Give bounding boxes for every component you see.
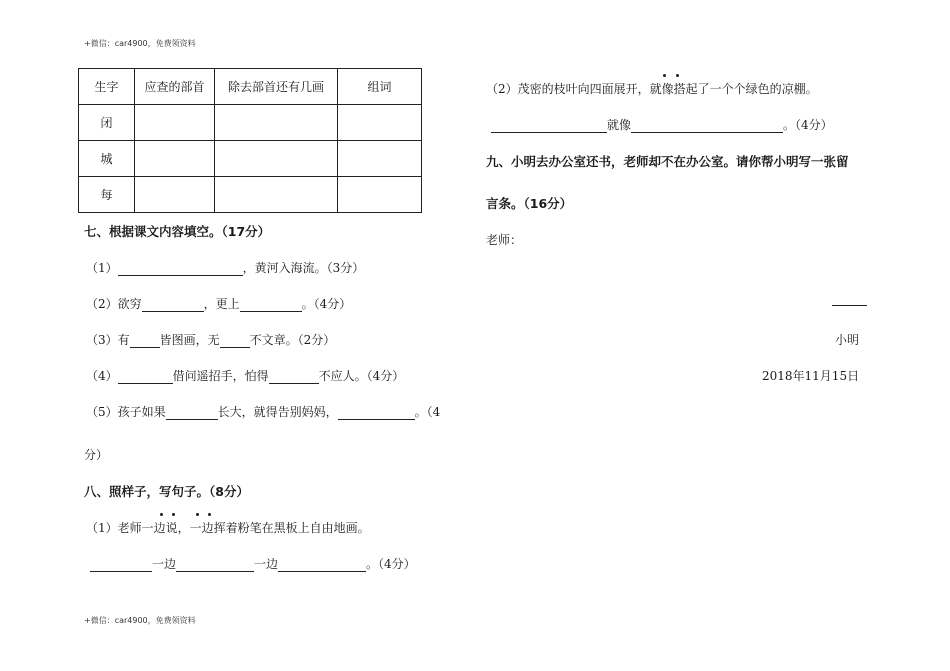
note-date: 2018年11月15日 [762, 369, 860, 383]
table-cell-blank[interactable] [135, 141, 215, 177]
question-right-2-answer: 就像 。（4分） [491, 116, 833, 133]
question-right-2: （2）茂密的枝叶向四面展开，就像搭起了一个个绿色的凉棚。 [486, 82, 818, 96]
table-header: 生字 [79, 69, 135, 105]
section-7-heading: 七、根据课文内容填空。（17分） [84, 224, 271, 239]
answer-blank[interactable] [130, 334, 160, 348]
emphasis-dot [172, 513, 175, 516]
section-9-heading-line1: 九、小明去办公室还书，老师却不在办公室。请你帮小明写一张留 [486, 154, 849, 169]
table-cell-char: 每 [79, 177, 135, 213]
table-cell-blank[interactable] [215, 177, 338, 213]
answer-blank[interactable] [90, 558, 152, 572]
answer-blank[interactable] [269, 370, 319, 384]
question-8-example: （1）老师一边说，一边挥着粉笔在黑板上自由地画。 [86, 521, 370, 535]
question-7-4: （4） 借问遥招手，怕得 不应人。（4分） [86, 369, 405, 383]
signature-blank[interactable] [832, 292, 867, 306]
note-body-area[interactable] [486, 250, 866, 298]
question-7-3: （3）有 皆图画，无 不文章。（2分） [86, 333, 336, 347]
table-header: 组词 [338, 69, 422, 105]
answer-blank[interactable] [118, 262, 243, 276]
table-cell-blank[interactable] [215, 141, 338, 177]
question-7-1: （1） ，黄河入海流。（3分） [86, 261, 365, 275]
note-signature: 小明 [835, 333, 860, 347]
table-cell-blank[interactable] [215, 105, 338, 141]
table-cell-char: 城 [79, 141, 135, 177]
table-row [79, 177, 422, 213]
answer-blank[interactable] [118, 370, 173, 384]
emphasis-dot [196, 513, 199, 516]
watermark-bottom: +微信：car4900，免费领资料 [84, 616, 196, 625]
answer-blank[interactable] [338, 406, 415, 420]
section-9-heading-line2: 言条。（16分） [486, 196, 573, 211]
answer-blank[interactable] [631, 119, 783, 133]
emphasis-dot [676, 74, 679, 77]
question-7-5: （5）孩子如果 长大，就得告别妈妈， 。（4 [86, 405, 441, 419]
table-cell-blank[interactable] [338, 141, 422, 177]
answer-blank[interactable] [240, 298, 302, 312]
table-header-row [79, 69, 422, 105]
note-salutation: 老师： [486, 233, 523, 247]
emphasis-dot [208, 513, 211, 516]
table-cell-blank[interactable] [135, 177, 215, 213]
table-cell-char: 闭 [79, 105, 135, 141]
table-row [79, 105, 422, 141]
table-header: 应查的部首 [135, 69, 215, 105]
emphasis-dot [160, 513, 163, 516]
watermark-top: +微信：car4900，免费领资料 [84, 39, 196, 48]
answer-blank[interactable] [166, 406, 218, 420]
answer-blank[interactable] [142, 298, 204, 312]
table-header: 除去部首还有几画 [215, 69, 338, 105]
answer-blank[interactable] [220, 334, 250, 348]
table-cell-blank[interactable] [338, 105, 422, 141]
table-cell-blank[interactable] [135, 105, 215, 141]
answer-blank[interactable] [176, 558, 254, 572]
question-7-2: （2）欲穷 ，更上 。（4分） [86, 297, 352, 311]
question-7-5-wrap: 分） [84, 448, 109, 462]
emphasis-dot [663, 74, 666, 77]
table-row [79, 141, 422, 177]
question-8-answer: 一边 一边 。（4分） [90, 555, 416, 572]
character-table [78, 68, 422, 213]
answer-blank[interactable] [491, 119, 607, 133]
section-8-heading: 八、照样子，写句子。（8分） [84, 484, 249, 499]
table-cell-blank[interactable] [338, 177, 422, 213]
answer-blank[interactable] [278, 558, 366, 572]
